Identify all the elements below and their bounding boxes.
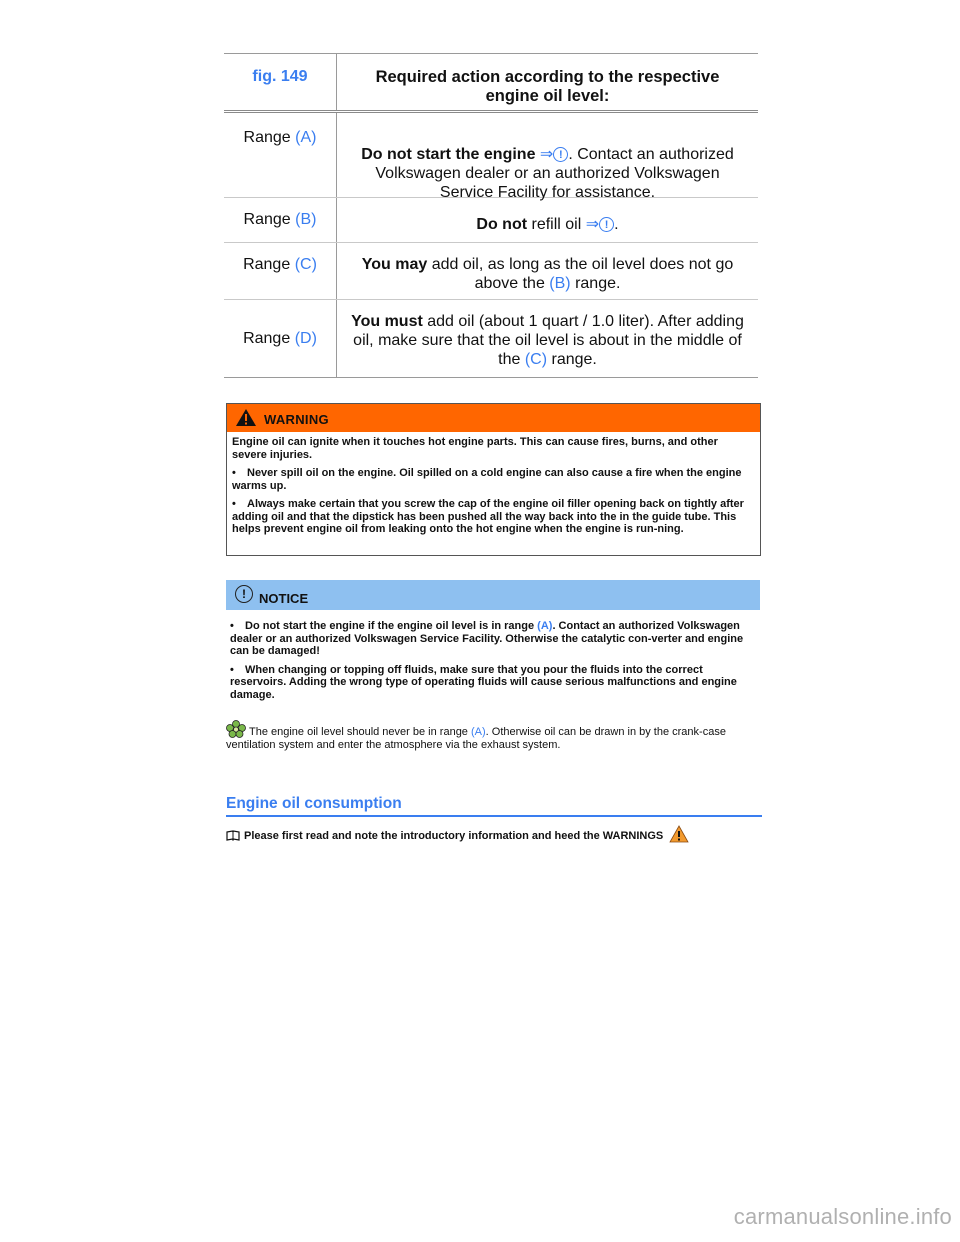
range-ref: (B) <box>549 275 571 292</box>
range-letter: (C) <box>294 256 317 273</box>
action-text: refill oil <box>527 216 586 233</box>
table-row <box>224 243 758 300</box>
arrow-icon: ⇒ <box>585 216 600 233</box>
warning-triangle-icon <box>235 408 257 427</box>
warning-body <box>227 432 760 546</box>
notice-ref-icon[interactable]: ! <box>553 147 568 162</box>
warning-item-text: Never spill oil on the engine. Oil spilled on a cold engine can also cause a fire when the engine warms up. <box>232 467 742 492</box>
range-ref: (A) <box>470 726 486 738</box>
notice-item-text: Do not start the engine if the engine oil level is in range <box>245 620 538 632</box>
notice-header <box>226 580 760 610</box>
range-cell <box>224 198 337 242</box>
action-end: . <box>614 216 619 233</box>
range-label: Range <box>243 256 291 273</box>
table-row <box>224 300 758 378</box>
action-bold: You must <box>351 313 423 330</box>
range-letter: (A) <box>295 129 317 146</box>
warning-box <box>226 403 761 556</box>
action-text: add oil, as long as the oil level does not go above the <box>427 256 734 292</box>
notice-body <box>226 610 760 701</box>
oil-level-table <box>224 53 758 378</box>
range-label: Range <box>243 211 291 228</box>
tip-text: The engine oil level should never be in range <box>249 726 471 738</box>
range-cell <box>224 113 337 197</box>
table-row <box>224 113 758 201</box>
notice-item-text: . Contact an authorized Volkswagen dealer or an authorized Volkswagen Service Facility. Otherwise the catalytic con-verter and engine can be damaged! <box>230 620 744 657</box>
range-ref: (C) <box>524 351 548 368</box>
action-bold: Do not <box>476 216 528 233</box>
watermark: carmanualsonline.info <box>733 1204 952 1229</box>
warning-intro: Engine oil can ignite when it touches hot engine parts. This can cause fires, burns, and other severe injuries. <box>232 436 718 461</box>
table-header-action: Required action according to the respective engine oil level: <box>375 68 720 105</box>
warning-header <box>227 404 760 432</box>
table-header-row <box>224 53 758 113</box>
range-ref: (A) <box>537 620 553 632</box>
tip-text: . Otherwise oil can be drawn in by the crank-case ventilation system and enter the atmosphere via the exhaust system. <box>226 726 726 751</box>
book-icon <box>226 830 240 841</box>
action-cell <box>337 243 758 299</box>
notice-ref-icon[interactable]: ! <box>599 217 614 232</box>
range-letter: (D) <box>294 330 317 347</box>
range-label: Range <box>243 129 291 146</box>
intro-text: Please first read and note the introductory information and heed the WARNINGS <box>244 830 664 842</box>
notice-item <box>230 620 756 658</box>
warning-triangle-icon[interactable] <box>669 825 689 843</box>
notice-box <box>226 580 760 707</box>
section-title: Engine oil consumption <box>226 795 402 812</box>
action-cell <box>337 113 758 201</box>
table-row <box>224 198 758 243</box>
action-cell <box>337 198 758 242</box>
warning-item <box>232 498 755 536</box>
action-text: . Contact an authorized Volkswagen dealer or an authorized Volkswagen Service Facility for assistance. <box>375 146 734 201</box>
bullet-icon: • <box>232 467 236 479</box>
bullet-icon: • <box>232 498 236 510</box>
intro-line <box>226 825 689 843</box>
action-cell <box>337 300 758 377</box>
notice-item-text: When changing or topping off fluids, make sure that you pour the fluids into the correct reservoirs. Adding the wrong type of operating fluids will cause serious malfunctions and engine damage. <box>230 663 737 701</box>
action-text: add oil (about 1 quart / 1.0 liter). After adding oil, make sure that the oil level is about in the middle of the <box>353 313 744 368</box>
warning-title: WARNING <box>264 412 329 427</box>
section-heading <box>226 795 762 817</box>
action-end: range. <box>547 351 597 368</box>
range-letter: (B) <box>295 211 317 228</box>
action-bold: You may <box>361 256 428 273</box>
environment-tip <box>226 720 756 752</box>
warning-item <box>232 467 755 492</box>
bullet-icon: • <box>230 663 234 676</box>
action-bold: Do not start the engine <box>361 146 536 163</box>
fig-label[interactable]: fig. 149 <box>224 54 337 110</box>
environment-flower-icon <box>226 720 246 738</box>
range-cell <box>224 300 337 377</box>
notice-item <box>230 664 756 702</box>
bullet-icon: • <box>230 620 234 632</box>
action-end: range. <box>570 275 621 292</box>
arrow-icon: ⇒ <box>539 146 554 163</box>
notice-exclamation-icon: ! <box>235 585 253 603</box>
notice-title: NOTICE <box>259 591 309 606</box>
range-label: Range <box>243 330 291 347</box>
range-cell <box>224 243 337 299</box>
warning-item-text: Always make certain that you screw the cap of the engine oil filler opening back on tightly after adding oil and that the dipstick has been pushed all the way back into the in the guide tube. This helps prevent engine oil from leaking onto the hot engine when the engine is run-ning. <box>232 498 744 535</box>
